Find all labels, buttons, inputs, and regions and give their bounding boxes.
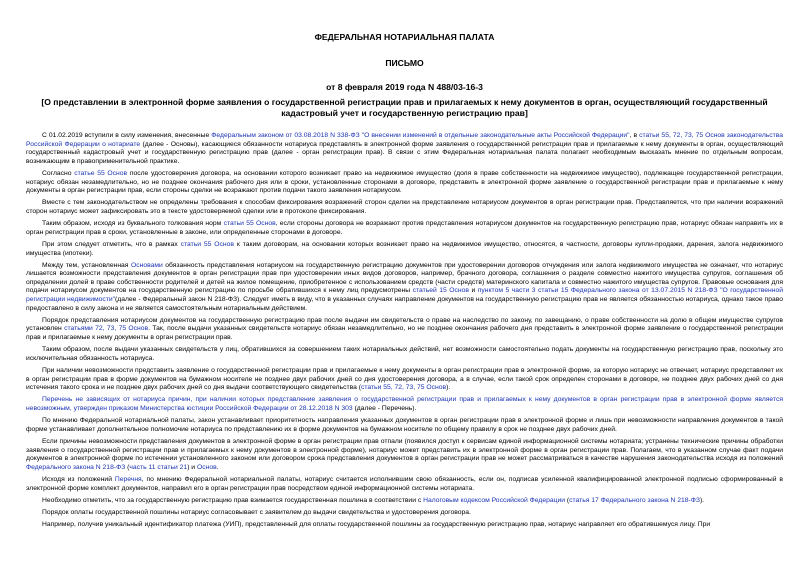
document-subject: [О представлении в электронной форме заявления о государственной регистрации прав и прилагаемых к нему документов в орган, осуществляющий государственный кадастровый учет и государственную регистрацию прав] bbox=[41, 97, 768, 118]
paragraph bbox=[26, 241, 783, 258]
legal-reference-link[interactable]: статьи 55, 72, 73, 75 Основ bbox=[360, 384, 447, 392]
paragraph-text: По мнению Федеральной нотариальной палаты, закон устанавливает приоритетность направления указанных документов в орган регистрации прав в электронной форме и лишь при невозможности направления документов в такой форме устанавливает дополнительное полномочие нотариуса по представлению их в форме документов на бумажном носителе по общему правилу в срок не позднее двух рабочих дней. bbox=[26, 417, 783, 433]
legal-reference-link[interactable]: Налоговым кодексом Российской Федерации bbox=[423, 496, 566, 504]
legal-reference-link[interactable]: статьями 72, 73, 75 Основ bbox=[64, 325, 149, 333]
legal-reference-link[interactable]: статьи 55, 72, 73, 75 Основ законодательства Российской Федерации о нотариате bbox=[26, 132, 784, 148]
paragraph-text: Вместе с тем законодательством не определены требования к способам фиксирования возражений сторон сделки на представление нотариусом документов в орган регистрации прав. Представляется, что при наличии возражений сторон нотариус может зафиксировать это в тексте удостоверяемой сделки или в протоколе фиксирования. bbox=[26, 199, 783, 215]
paragraph-text: и bbox=[468, 287, 478, 295]
paragraph-text: Исходя из положений bbox=[42, 475, 115, 483]
paragraph bbox=[26, 509, 783, 518]
paragraph-text: Например, получив уникальный идентификатор платежа (УИП), представленный для оплаты государственной пошлины за государственную регистрацию прав, нотариус направляет его обратившемуся лицу. При bbox=[42, 521, 711, 529]
legal-reference-link[interactable]: статьи 55 Основ bbox=[223, 220, 276, 228]
paragraph bbox=[26, 438, 783, 472]
paragraph-text: При этом следует отметить, что в рамках bbox=[42, 240, 181, 248]
legal-reference-link[interactable]: часть 11 статьи 21 bbox=[129, 463, 188, 471]
paragraph-text: (далее - Федеральный закон N 218-ФЗ). Следует иметь в виду, что в указанных случаях направление документов на государственную регистрацию прав не является обязанностью нотариуса, однако такое право предоставлено в силу закона и не является самостоятельным нотариальным действием. bbox=[26, 296, 783, 312]
paragraph-text: Таким образом, после выдачи указанных свидетельств у лиц, обратившихся за совершением таких нотариальных действий, нет возможности самостоятельно подать документы на государственную регистрацию прав, поскольку это исключительная обязанность нотариуса. bbox=[26, 346, 783, 362]
paragraph-text: , если стороны договора не возражают против представления нотариусом документов на государственную регистрацию прав, нотариус обязан направить их в орган регистрации прав в сроки, установленные в законе, или определенные сторонами в договоре. bbox=[26, 220, 784, 236]
paragraph bbox=[26, 262, 783, 314]
paragraph-text: . bbox=[216, 463, 219, 471]
paragraph-text: ). bbox=[446, 384, 451, 392]
paragraph bbox=[26, 497, 783, 506]
paragraph bbox=[26, 132, 783, 166]
paragraph-text: Таким образом, исходя из буквального толкования норм bbox=[42, 220, 224, 228]
paragraph-text: . Так, после выдачи указанных свидетельств нотариус обязан незамедлительно, но не позднее окончания рабочего дня представить в электронной форме заявление о государственной регистрации прав и прилагаемые к нему документы в орган регистрации прав. bbox=[26, 325, 784, 342]
paragraph-text: Необходимо отметить, что за государственную регистрацию прав взимается государственная пошлина в соответствии с bbox=[42, 496, 424, 504]
document-type: ПИСЬМО bbox=[385, 58, 424, 68]
organization-title: ФЕДЕРАЛЬНАЯ НОТАРИАЛЬНАЯ ПАЛАТА bbox=[314, 32, 495, 42]
paragraph-text: обязанность представления нотариусом на государственную регистрацию документов при удостоверении договоров отчуждения или залога недвижимого имущества не означает, что нотариус лишается возможности представления документов в орган регистрации прав при удостоверении иных видов договоров, например, брачного договора, соглашения о разделе совместно нажитого имущества супругов, соглашения об определении долей в праве собственности родителей и детей на жилое помещение, приобретенное с использованием средств (части средств) материнского капитала и совместно нажитого имущества супругов. Правовые основания для подачи нотариусом документов на государственную регистрацию по просьбе обратившихся к нему лиц предусмотрены bbox=[26, 261, 783, 295]
paragraph-text: (далее - Основы), касающиеся обязанности нотариуса представлять в электронной форме заявления о государственной регистрации прав и прилагаемые к нему документы в орган, осуществляющий государственный кадастровый учет и государственную регистрацию прав (далее - орган регистрации прав). В связи с этим Федеральная нотариальная палата полагает необходимым высказать мнение по отдельным вопросам, возникающим в правоприменительной практике. bbox=[26, 140, 783, 165]
legal-reference-link[interactable]: Федерального закона N 218-ФЗ bbox=[26, 463, 126, 471]
paragraph bbox=[26, 346, 783, 363]
paragraph-text: (далее - Перечень). bbox=[352, 404, 417, 412]
legal-reference-link[interactable]: Федеральным законом от 03.08.2018 N 338-ФЗ "О внесении изменений в отдельные законодательные акты Российской Федерации" bbox=[211, 132, 630, 139]
paragraph-text: , в bbox=[629, 132, 640, 139]
paragraph-text: ( bbox=[565, 496, 570, 504]
paragraph-text: Между тем, установленная bbox=[42, 261, 131, 269]
legal-reference-link[interactable]: пунктом 5 части 3 статьи 15 Федерального закона от 13.07.2015 N 218-ФЗ "О государственной регистрации недвижимости" bbox=[26, 287, 783, 304]
paragraph bbox=[26, 317, 783, 343]
legal-reference-link[interactable]: статьи 55 Основ bbox=[180, 240, 234, 248]
legal-reference-link[interactable]: Перечень не зависящих от нотариуса причин, при наличии которых представление заявления о государственной регистрации прав и прилагаемых к нему документов в орган регистрации прав в электронной форме является невозможным, утвержден приказом Министерства юстиции Российской Федерации от 28.12.2018 N 303 bbox=[26, 396, 783, 412]
legal-reference-link[interactable]: статьей 15 Основ bbox=[412, 287, 469, 295]
document-body bbox=[26, 132, 783, 530]
legal-reference-link[interactable]: Основами bbox=[130, 261, 163, 269]
paragraph-text: Порядок оплаты государственной пошлины нотариус согласовывает с заявителем до выдачи свидетельства и удостоверения договора. bbox=[42, 508, 471, 516]
paragraph bbox=[26, 170, 783, 196]
paragraph-text: к таким договорам, на основании которых возникает право на недвижимое имущество, относятся, в частности, договоры купли-продажи, дарения, залога недвижимого имущества (ипотеки). bbox=[26, 240, 783, 257]
legal-reference-link[interactable]: Основ bbox=[196, 463, 217, 471]
paragraph-text: после удостоверения договора, на основании которого возникает право на недвижимое имущество (доля в праве собственности на недвижимое имущество), подлежащее государственной регистрации, нотариус обязан незамедлительно, но не позднее окончания рабочего дня или в сроки, установленные сторонами в договоре, представить в электронной форме заявление о государственной регистрации прав и прилагаемые к нему документы в орган регистрации прав, если стороны сделки не возражают против подачи такого заявления нотариусом. bbox=[26, 169, 783, 195]
paragraph bbox=[26, 199, 783, 216]
paragraph-text: Если причины невозможности представления документов в электронной форме в орган регистрации прав отпали (появился доступ к сервисам единой информационной системы нотариата; устранены технические причины обработки заявления о государственной регистрации прав и прилагаемых к нему документов в электронной форме), нотариус может представить их в электронной форме в орган регистрации прав. Полагаем, что в указанном случае факт подачи документов в электронной форме по истечении установленного законом или договором срока представления документов в орган регистрации прав не может рассматриваться в качестве нарушения законодательства исходя из положений bbox=[26, 437, 783, 463]
paragraph bbox=[26, 417, 783, 434]
paragraph bbox=[26, 521, 783, 530]
legal-reference-link[interactable]: Перечня bbox=[114, 475, 142, 483]
paragraph-text: Порядок представления нотариусом документов на государственную регистрацию прав после выдачи им свидетельств о праве на наследство по закону, по завещанию, о праве собственности на долю в общем имуществе супругов установлен bbox=[26, 316, 783, 333]
paragraph-text: При наличии невозможности представить заявление о государственной регистрации прав и прилагаемые к нему документы в орган регистрации прав в электронной форме, за которую нотариус не отвечает, нотариус представляет их в орган регистрации прав в форме документов на бумажном носителе не позднее двух рабочих дней со дня удостоверения договора, а в случае, если такой срок определен сторонами в договоре, не позднее двух рабочих дней со дня истечения такого срока и не позднее двух рабочих дней со дня выдачи соответствующего свидетельства ( bbox=[26, 367, 783, 392]
legal-reference-link[interactable]: статья 17 Федерального закона N 218-ФЗ bbox=[569, 496, 700, 504]
paragraph bbox=[26, 367, 783, 393]
paragraph bbox=[26, 396, 783, 413]
document-date-number: от 8 февраля 2019 года N 488/03-16-3 bbox=[326, 82, 483, 92]
paragraph bbox=[26, 476, 783, 493]
paragraph-text: Согласно bbox=[42, 169, 75, 177]
paragraph-text: ). bbox=[699, 496, 705, 504]
paragraph bbox=[26, 220, 783, 237]
legal-reference-link[interactable]: статье 55 Основ bbox=[74, 169, 128, 177]
paragraph-text: ( bbox=[125, 463, 130, 471]
paragraph-text: С 01.02.2019 вступили в силу изменения, внесенные bbox=[42, 132, 212, 139]
paragraph-text: ) и bbox=[187, 463, 197, 471]
paragraph-text: , по мнению Федеральной нотариальной палаты, нотариус считается исполнившим свою обязанность, если он, подписав усиленной квалифицированной электронной подписью сформированный в электронной форме комплект документов, направил его в орган регистрации прав посредством единой информационной системы нотариата. bbox=[26, 475, 783, 492]
